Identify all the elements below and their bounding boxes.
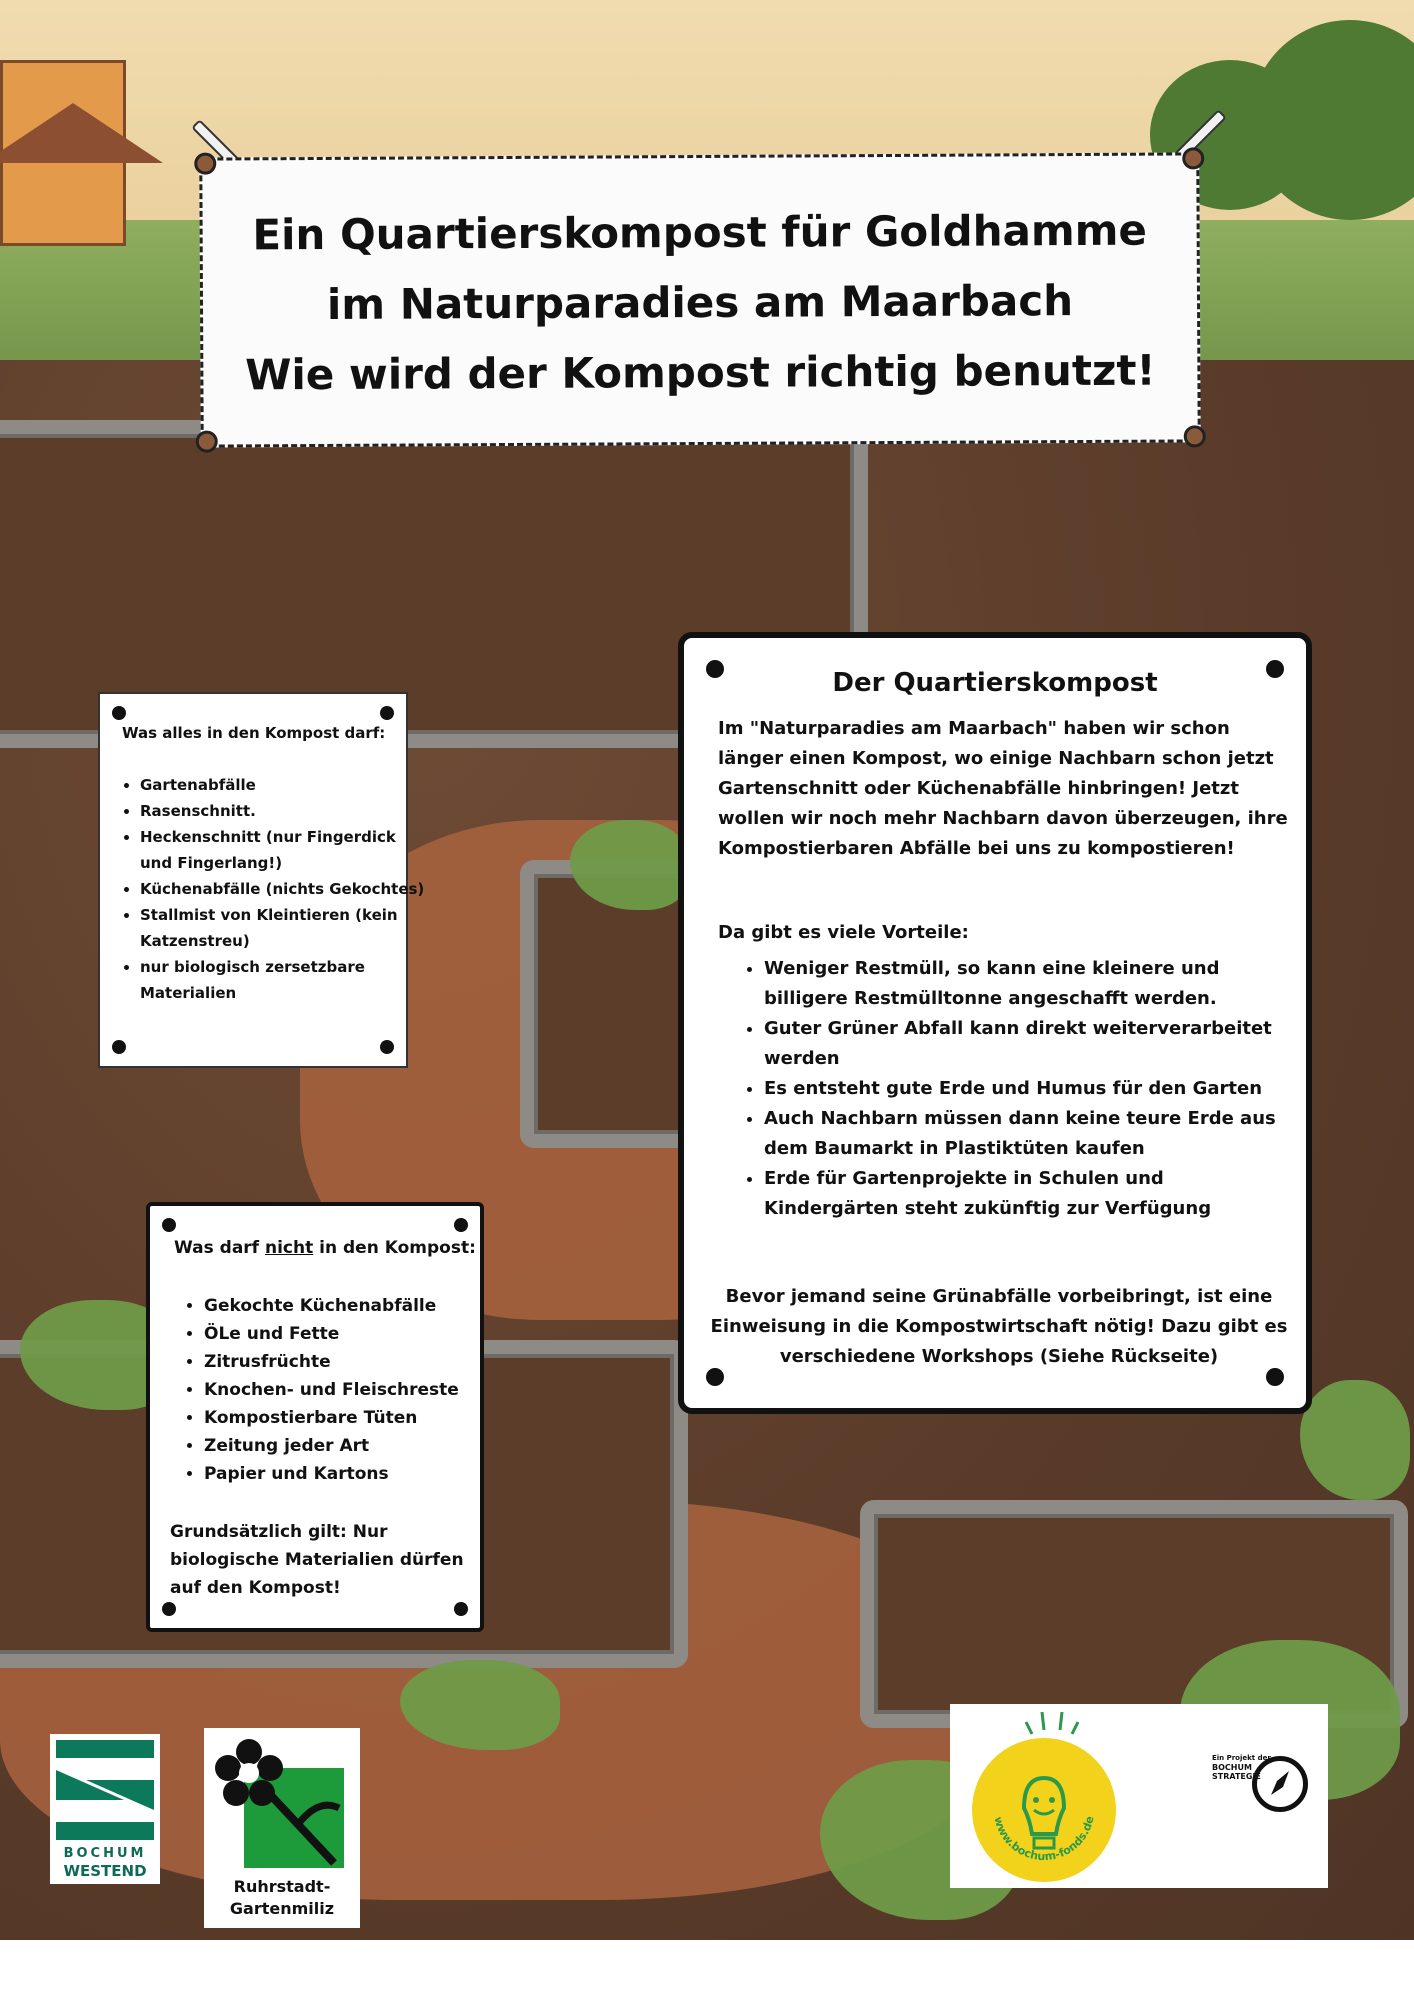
forbidden-footer: Grundsätzlich gilt: Nur biologische Materialien dürfen auf den Kompost! xyxy=(170,1522,464,1598)
list-item: • Küchenabfälle (nichts Gekochtes) xyxy=(140,876,430,902)
pin xyxy=(1182,147,1204,169)
advantages-list xyxy=(740,954,1304,1224)
strategie-text: Ein Projekt der BOCHUM STRATEGIE xyxy=(1212,1754,1271,1781)
compass-icon xyxy=(1252,1756,1308,1812)
forbidden-heading-emphasis: nicht xyxy=(265,1238,314,1258)
ruhrstadt-gartenmiliz-logo xyxy=(204,1728,360,1928)
list-item: • Erde für Gartenprojekte in Schulen und Kindergärten steht zukünftig zur Verfügung xyxy=(764,1164,1304,1224)
westend-mark xyxy=(56,1740,154,1840)
quartierskompost-card xyxy=(678,632,1312,1414)
forbidden-list xyxy=(180,1292,494,1488)
advantages-title: Da gibt es viele Vorteile: xyxy=(718,922,969,943)
allowed-heading: Was alles in den Kompost darf: xyxy=(122,724,386,742)
forbidden-heading: Was darf nicht in den Kompost: xyxy=(174,1238,476,1258)
pin xyxy=(196,431,218,453)
house xyxy=(0,60,126,246)
list-item: • Gartenabfälle xyxy=(140,772,430,798)
main-card-footer: Bevor jemand seine Grünabfälle vorbeibringt, ist eine Einweisung in die Kompostwirtschaft nötig! Dazu gibt es verschiedene Workshops (Siehe Rückseite) xyxy=(710,1286,1288,1367)
list-item: • Es entsteht gute Erde und Humus für den Garten xyxy=(764,1074,1304,1104)
allowed-items-card xyxy=(98,692,425,1068)
pin xyxy=(1184,425,1206,447)
flower-icon xyxy=(214,1738,284,1808)
fonds-url: www.bochum-fonds.de xyxy=(991,1814,1097,1864)
list-item: • Weniger Restmüll, so kann eine kleinere und billigere Restmülltonne angeschafft werden. xyxy=(764,954,1304,1014)
westend-line-1: BOCHUM xyxy=(63,1846,147,1861)
banner-line-3: Wie wird der Kompost richtig benutzt! xyxy=(244,345,1156,400)
list-item: • Zitrusfrüchte xyxy=(204,1348,494,1376)
title-banner xyxy=(199,152,1201,447)
list-item: • Zeitung jeder Art xyxy=(204,1432,494,1460)
westend-line-2: WESTEND xyxy=(63,1862,147,1880)
list-item: • Papier und Kartons xyxy=(204,1460,494,1488)
bottom-strip xyxy=(0,1940,1414,2000)
list-item: • Rasenschnitt. xyxy=(140,798,430,824)
allowed-list xyxy=(116,772,430,1006)
main-card-title: Der Quartierskompost xyxy=(832,668,1158,698)
bochum-westend-logo xyxy=(50,1734,160,1884)
list-item: • Stallmist von Kleintieren (kein Katzenstreu) xyxy=(140,902,430,954)
banner-line-1: Ein Quartierskompost für Goldhamme xyxy=(252,205,1148,260)
list-item: • Auch Nachbarn müssen dann keine teure Erde aus dem Baumarkt in Plastiktüten kaufen xyxy=(764,1104,1304,1164)
gartenmiliz-name: Ruhrstadt- Gartenmiliz xyxy=(229,1877,335,1918)
list-item: • ÖLe und Fette xyxy=(204,1320,494,1348)
pin xyxy=(194,153,216,175)
list-item: • nur biologisch zersetzbare Materialien xyxy=(140,954,430,1006)
list-item: • Kompostierbare Tüten xyxy=(204,1404,494,1432)
light-rays-icon xyxy=(1022,1704,1082,1740)
list-item: • Knochen- und Fleischreste xyxy=(204,1376,494,1404)
list-item: • Guter Grüner Abfall kann direkt weiterverarbeitet werden xyxy=(764,1014,1304,1074)
forbidden-items-card xyxy=(146,1202,484,1632)
main-card-intro: Im "Naturparadies am Maarbach" haben wir schon länger einen Kompost, wo einige Nachbarn schon jetzt Gartenschnitt oder Küchenabfälle hinbringen! Jetzt wollen wir noch mehr Nachbarn davon überzeugen, ihre Kompostierbaren Abfälle bei uns zu kompostieren! xyxy=(718,718,1288,859)
list-item: • Gekochte Küchenabfälle xyxy=(204,1292,494,1320)
bochum-fonds-logo xyxy=(950,1704,1328,1888)
list-item: • Heckenschnitt (nur Fingerdick und Fingerlang!) xyxy=(140,824,430,876)
fonds-circle xyxy=(972,1738,1116,1882)
banner-line-2: im Naturparadies am Maarbach xyxy=(326,276,1074,329)
